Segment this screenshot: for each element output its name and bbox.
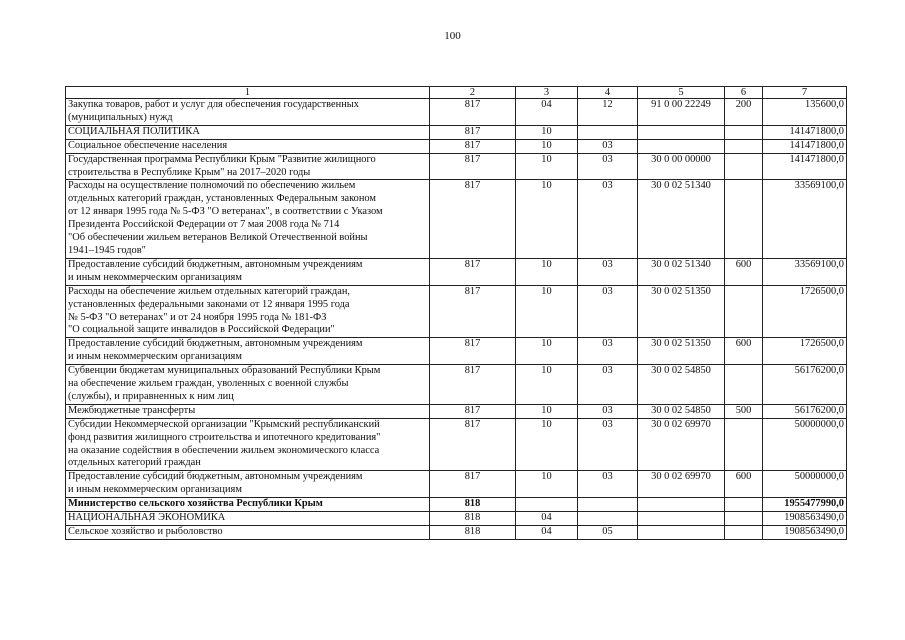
table-row [66,258,847,285]
header-row [66,87,847,99]
subsection-code-cell: 03 [578,471,638,498]
section-code-cell: 10 [516,404,578,418]
amount-cell: 56176200,0 [763,365,847,405]
table-body [66,99,847,540]
column-header: 7 [763,87,847,99]
row-name-cell: Министерство сельского хозяйства Республики Крым [66,498,430,512]
row-name-cell: Предоставление субсидий бюджетным, автономным учреждениям и иным некоммерческим организациям [66,338,430,365]
row-name-cell: Субвенции бюджетам муниципальных образований Республики Крым на обеспечение жильем граждан, уволенных с военной службы (службы), и приравненных к ним лиц [66,365,430,405]
admin-code-cell: 817 [430,404,516,418]
column-header: 4 [578,87,638,99]
amount-cell: 1908563490,0 [763,512,847,526]
row-name-cell: Расходы на осуществление полномочий по обеспечению жильем отдельных категорий граждан, установленных Федеральным законом от 12 января 1995 года № 5-ФЗ "О ветеранах", в соответствии с Указом Президента Российской Федерации от 7 мая 2008 года № 714 "Об обеспечении жильем ветеранов Великой Отечественной войны 1941–1945 годов" [66,180,430,258]
section-code-cell: 10 [516,125,578,139]
subsection-code-cell: 03 [578,139,638,153]
amount-cell: 56176200,0 [763,404,847,418]
table-row [66,404,847,418]
section-code-cell: 04 [516,512,578,526]
table-row [66,125,847,139]
amount-cell: 141471800,0 [763,125,847,139]
admin-code-cell: 817 [430,125,516,139]
expense-type-cell [725,418,763,471]
section-code-cell: 10 [516,139,578,153]
column-header: 1 [66,87,430,99]
admin-code-cell: 818 [430,512,516,526]
expense-type-cell [725,125,763,139]
target-article-cell [638,125,725,139]
subsection-code-cell: 03 [578,418,638,471]
amount-cell: 1726500,0 [763,338,847,365]
table-row [66,418,847,471]
amount-cell: 1908563490,0 [763,526,847,540]
table-row [66,498,847,512]
admin-code-cell: 817 [430,153,516,180]
subsection-code-cell: 05 [578,526,638,540]
subsection-code-cell: 03 [578,338,638,365]
amount-cell: 33569100,0 [763,258,847,285]
expense-type-cell [725,139,763,153]
subsection-code-cell: 12 [578,99,638,126]
admin-code-cell: 817 [430,418,516,471]
target-article-cell: 30 0 02 54850 [638,404,725,418]
admin-code-cell: 818 [430,498,516,512]
amount-cell: 33569100,0 [763,180,847,258]
admin-code-cell: 817 [430,139,516,153]
table-row [66,512,847,526]
admin-code-cell: 817 [430,258,516,285]
amount-cell: 1726500,0 [763,285,847,338]
subsection-code-cell: 03 [578,285,638,338]
subsection-code-cell [578,125,638,139]
section-code-cell: 04 [516,526,578,540]
target-article-cell: 30 0 02 69970 [638,418,725,471]
admin-code-cell: 817 [430,99,516,126]
amount-cell: 1955477990,0 [763,498,847,512]
expense-type-cell [725,180,763,258]
section-code-cell: 10 [516,338,578,365]
section-code-cell: 10 [516,285,578,338]
admin-code-cell: 817 [430,338,516,365]
section-code-cell: 04 [516,99,578,126]
subsection-code-cell: 03 [578,258,638,285]
expense-type-cell [725,285,763,338]
row-name-cell: Социальное обеспечение населения [66,139,430,153]
table-row [66,285,847,338]
subsection-code-cell: 03 [578,365,638,405]
subsection-code-cell: 03 [578,180,638,258]
section-code-cell: 10 [516,258,578,285]
table-row [66,526,847,540]
row-name-cell: Субсидии Некоммерческой организации "Крымский республиканский фонд развития жилищного строительства и ипотечного кредитования" на оказание содействия в обеспечении жильем экономического класса отдельных категорий граждан [66,418,430,471]
expense-type-cell [725,365,763,405]
admin-code-cell: 817 [430,180,516,258]
target-article-cell [638,512,725,526]
target-article-cell [638,498,725,512]
target-article-cell: 30 0 00 00000 [638,153,725,180]
section-code-cell [516,498,578,512]
table-row [66,180,847,258]
row-name-cell: Предоставление субсидий бюджетным, автономным учреждениям и иным некоммерческим организациям [66,258,430,285]
section-code-cell: 10 [516,365,578,405]
expense-type-cell: 200 [725,99,763,126]
table-row [66,471,847,498]
target-article-cell: 91 0 00 22249 [638,99,725,126]
admin-code-cell: 818 [430,526,516,540]
admin-code-cell: 817 [430,471,516,498]
table-row [66,99,847,126]
amount-cell: 141471800,0 [763,139,847,153]
column-header: 3 [516,87,578,99]
table-row [66,338,847,365]
row-name-cell: НАЦИОНАЛЬНАЯ ЭКОНОМИКА [66,512,430,526]
target-article-cell: 30 0 02 51350 [638,285,725,338]
row-name-cell: Расходы на обеспечение жильем отдельных категорий граждан, установленных федеральными законами от 12 января 1995 года № 5-ФЗ "О ветеранах" и от 24 ноября 1995 года № 181-ФЗ "О социальной защите инвалидов в Российской Федерации" [66,285,430,338]
row-name-cell: Сельское хозяйство и рыболовство [66,526,430,540]
expense-type-cell: 600 [725,338,763,365]
section-code-cell: 10 [516,153,578,180]
column-header: 6 [725,87,763,99]
column-header: 2 [430,87,516,99]
expense-type-cell [725,498,763,512]
budget-table [65,86,847,540]
target-article-cell: 30 0 02 51340 [638,180,725,258]
subsection-code-cell: 03 [578,153,638,180]
table-row [66,139,847,153]
row-name-cell: Закупка товаров, работ и услуг для обеспечения государственных (муниципальных) нужд [66,99,430,126]
admin-code-cell: 817 [430,365,516,405]
amount-cell: 135600,0 [763,99,847,126]
target-article-cell: 30 0 02 54850 [638,365,725,405]
section-code-cell: 10 [516,471,578,498]
amount-cell: 50000000,0 [763,418,847,471]
expense-type-cell: 600 [725,471,763,498]
target-article-cell: 30 0 02 51350 [638,338,725,365]
table-row [66,153,847,180]
section-code-cell: 10 [516,418,578,471]
target-article-cell: 30 0 02 51340 [638,258,725,285]
subsection-code-cell [578,498,638,512]
target-article-cell [638,139,725,153]
section-code-cell: 10 [516,180,578,258]
target-article-cell: 30 0 02 69970 [638,471,725,498]
expense-type-cell: 600 [725,258,763,285]
expense-type-cell [725,512,763,526]
row-name-cell: Государственная программа Республики Крым "Развитие жилищного строительства в Республике Крым" на 2017–2020 годы [66,153,430,180]
column-header: 5 [638,87,725,99]
admin-code-cell: 817 [430,285,516,338]
row-name-cell: СОЦИАЛЬНАЯ ПОЛИТИКА [66,125,430,139]
subsection-code-cell: 03 [578,404,638,418]
table-row [66,365,847,405]
expense-type-cell: 500 [725,404,763,418]
amount-cell: 50000000,0 [763,471,847,498]
row-name-cell: Предоставление субсидий бюджетным, автономным учреждениям и иным некоммерческим организациям [66,471,430,498]
target-article-cell [638,526,725,540]
row-name-cell: Межбюджетные трансферты [66,404,430,418]
expense-type-cell [725,153,763,180]
expense-type-cell [725,526,763,540]
amount-cell: 141471800,0 [763,153,847,180]
subsection-code-cell [578,512,638,526]
page-number: 100 [444,30,461,42]
